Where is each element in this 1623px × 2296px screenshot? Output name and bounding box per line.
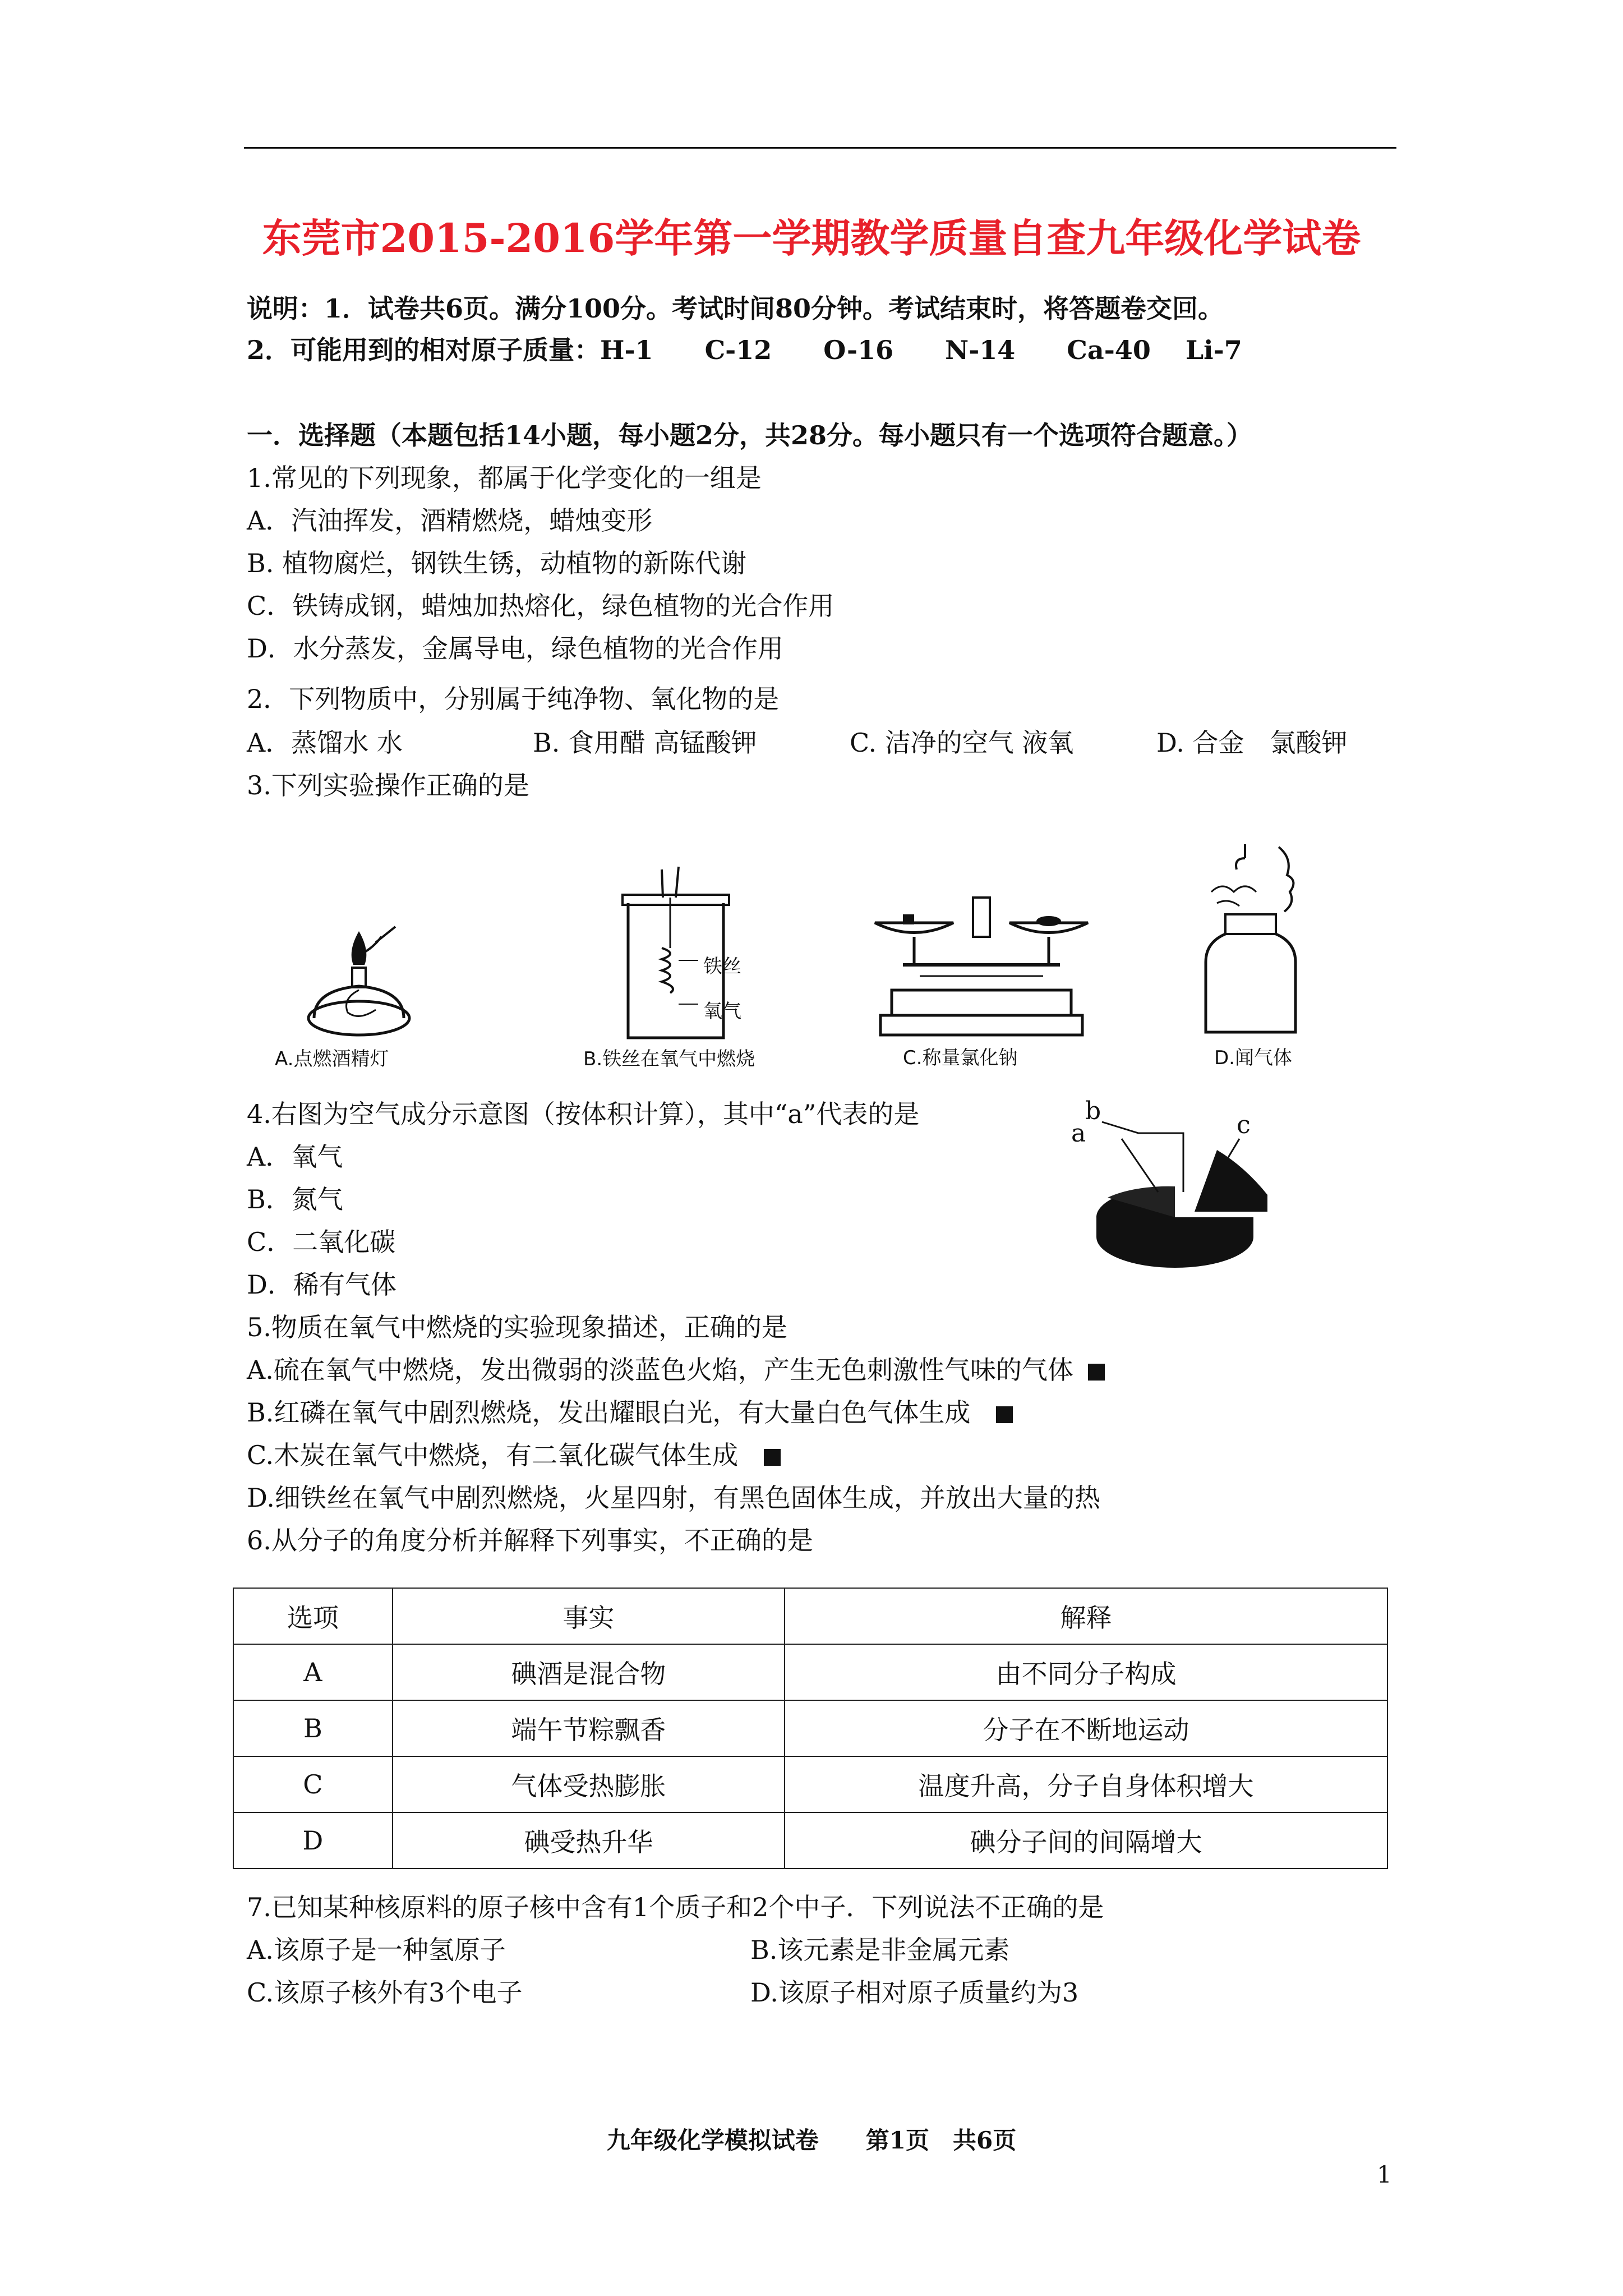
q1-stem: 1.常见的下列现象，都属于化学变化的一组是 [247,463,762,493]
pie-label-a: a [1071,1119,1086,1148]
q4-option-b: B．氮气 [247,1184,343,1214]
q2-option-d: D. 合金 氯酸钾 [1156,728,1348,758]
q5-option-d: D.细铁丝在氧气中剧烈燃烧，火星四射，有黑色固体生成，并放出大量的热 [247,1483,1100,1513]
table-cell: 端午节粽飘香 [393,1700,785,1756]
q6-stem: 6.从分子的角度分析并解释下列事实，不正确的是 [247,1525,813,1556]
balance-figure [869,892,1094,1043]
page-title: 东莞市2015-2016学年第一学期教学质量自查九年级化学试卷 [262,215,1361,261]
table-cell: 气体受热膨胀 [393,1756,785,1812]
q5-option-b: B.红磷在氧气中剧烈燃烧，发出耀眼白光，有大量白色气体生成 [247,1397,971,1428]
q4-stem: 4.右图为空气成分示意图（按体积计算），其中“a”代表的是 [247,1099,920,1129]
q5-option-a: A.硫在氧气中燃烧，发出微弱的淡蓝色火焰，产生无色刺激性气味的气体 [247,1355,1073,1385]
table-cell: C [233,1756,393,1812]
table-header-row [233,1588,1387,1644]
table-row [233,1812,1387,1869]
square-mark-icon [1088,1364,1105,1381]
table-header: 选项 [233,1588,393,1644]
smell-gas-figure [1195,841,1324,1043]
q1-option-d: D．水分蒸发，金属导电，绿色植物的光合作用 [247,633,783,664]
q3-caption-d: D.闻气体 [1214,1047,1292,1069]
q2-option-b: B. 食用醋 高锰酸钾 [533,728,757,758]
q1-option-b: B. 植物腐烂，钢铁生锈，动植物的新陈代谢 [247,548,747,578]
square-mark-icon [996,1406,1013,1423]
q4-option-a: A．氧气 [247,1142,343,1172]
alcohol-lamp-figure [292,920,437,1049]
q3-caption-b: B.铁丝在氧气中燃烧 [583,1048,755,1070]
q3-label-oxygen: 氧气 [703,1000,741,1023]
table-header: 解释 [785,1588,1387,1644]
q2-option-a: A．蒸馏水 水 [247,728,403,758]
table-cell: 碘分子间的间隔增大 [785,1812,1387,1869]
table-cell: 温度升高，分子自身体积增大 [785,1756,1387,1812]
table-cell: 由不同分子构成 [785,1644,1387,1700]
q5-option-a-row [247,1353,1105,1387]
q2-stem: 2．下列物质中，分别属于纯净物、氧化物的是 [247,684,780,714]
q3-caption-a: A.点燃酒精灯 [275,1048,389,1070]
page-number: 1 [1377,2161,1392,2188]
q7-stem: 7.已知某种核原料的原子核中含有1个质子和2个中子．下列说法不正确的是 [247,1892,1104,1922]
table-cell: 碘酒是混合物 [393,1644,785,1700]
q5-option-c-row [247,1438,781,1472]
q2-option-c: C. 洁净的空气 液氧 [850,728,1074,758]
table-cell: D [233,1812,393,1869]
pie-label-b: b [1085,1099,1101,1125]
q3-stem: 3.下列实验操作正确的是 [247,770,529,800]
q3-caption-c: C.称量氯化钠 [903,1047,1018,1069]
q7-option-a: A.该原子是一种氢原子 [247,1935,506,1965]
pie-label-c: c [1237,1111,1251,1139]
q5-option-b-row [247,1396,1013,1429]
header-rule [244,147,1396,149]
instructions-line-1: 说明：1．试卷共6页。满分100分。考试时间80分钟。考试结束时，将答题卷交回。 [247,293,1224,324]
q7-option-d: D.该原子相对原子质量约为3 [750,1977,1079,2008]
table-cell: 分子在不断地运动 [785,1700,1387,1756]
q5-stem: 5.物质在氧气中燃烧的实验现象描述，正确的是 [247,1312,787,1342]
q4-option-d: D．稀有气体 [247,1269,396,1300]
table-cell: A [233,1644,393,1700]
q7-option-b: B.该元素是非金属元素 [750,1935,1010,1965]
air-composition-pie [1054,1099,1290,1279]
instructions-line-2: 2．可能用到的相对原子质量：H-1 C-12 O-16 N-14 Ca-40 Li-7 [247,335,1242,365]
q1-option-c: C．铁铸成钢，蜡烛加热熔化，绿色植物的光合作用 [247,591,834,621]
q6-table [233,1588,1388,1869]
q1-option-a: A．汽油挥发，酒精燃烧，蜡烛变形 [247,505,653,536]
table-row [233,1700,1387,1756]
q5-option-c: C.木炭在氧气中燃烧，有二氧化碳气体生成 [247,1440,739,1470]
q3-label-wire: 铁丝 [703,955,741,978]
q7-option-c: C.该原子核外有3个电子 [247,1977,523,2008]
table-cell: 碘受热升华 [393,1812,785,1869]
q4-option-c: C．二氧化碳 [247,1227,396,1257]
table-header: 事实 [393,1588,785,1644]
table-row [233,1756,1387,1812]
table-row [233,1644,1387,1700]
page-footer: 九年级化学模拟试卷 第1页 共6页 [606,2127,1017,2154]
square-mark-icon [764,1449,781,1466]
section-heading: 一．选择题（本题包括14小题，每小题2分，共28分。每小题只有一个选项符合题意。） [247,420,1253,450]
table-cell: B [233,1700,393,1756]
